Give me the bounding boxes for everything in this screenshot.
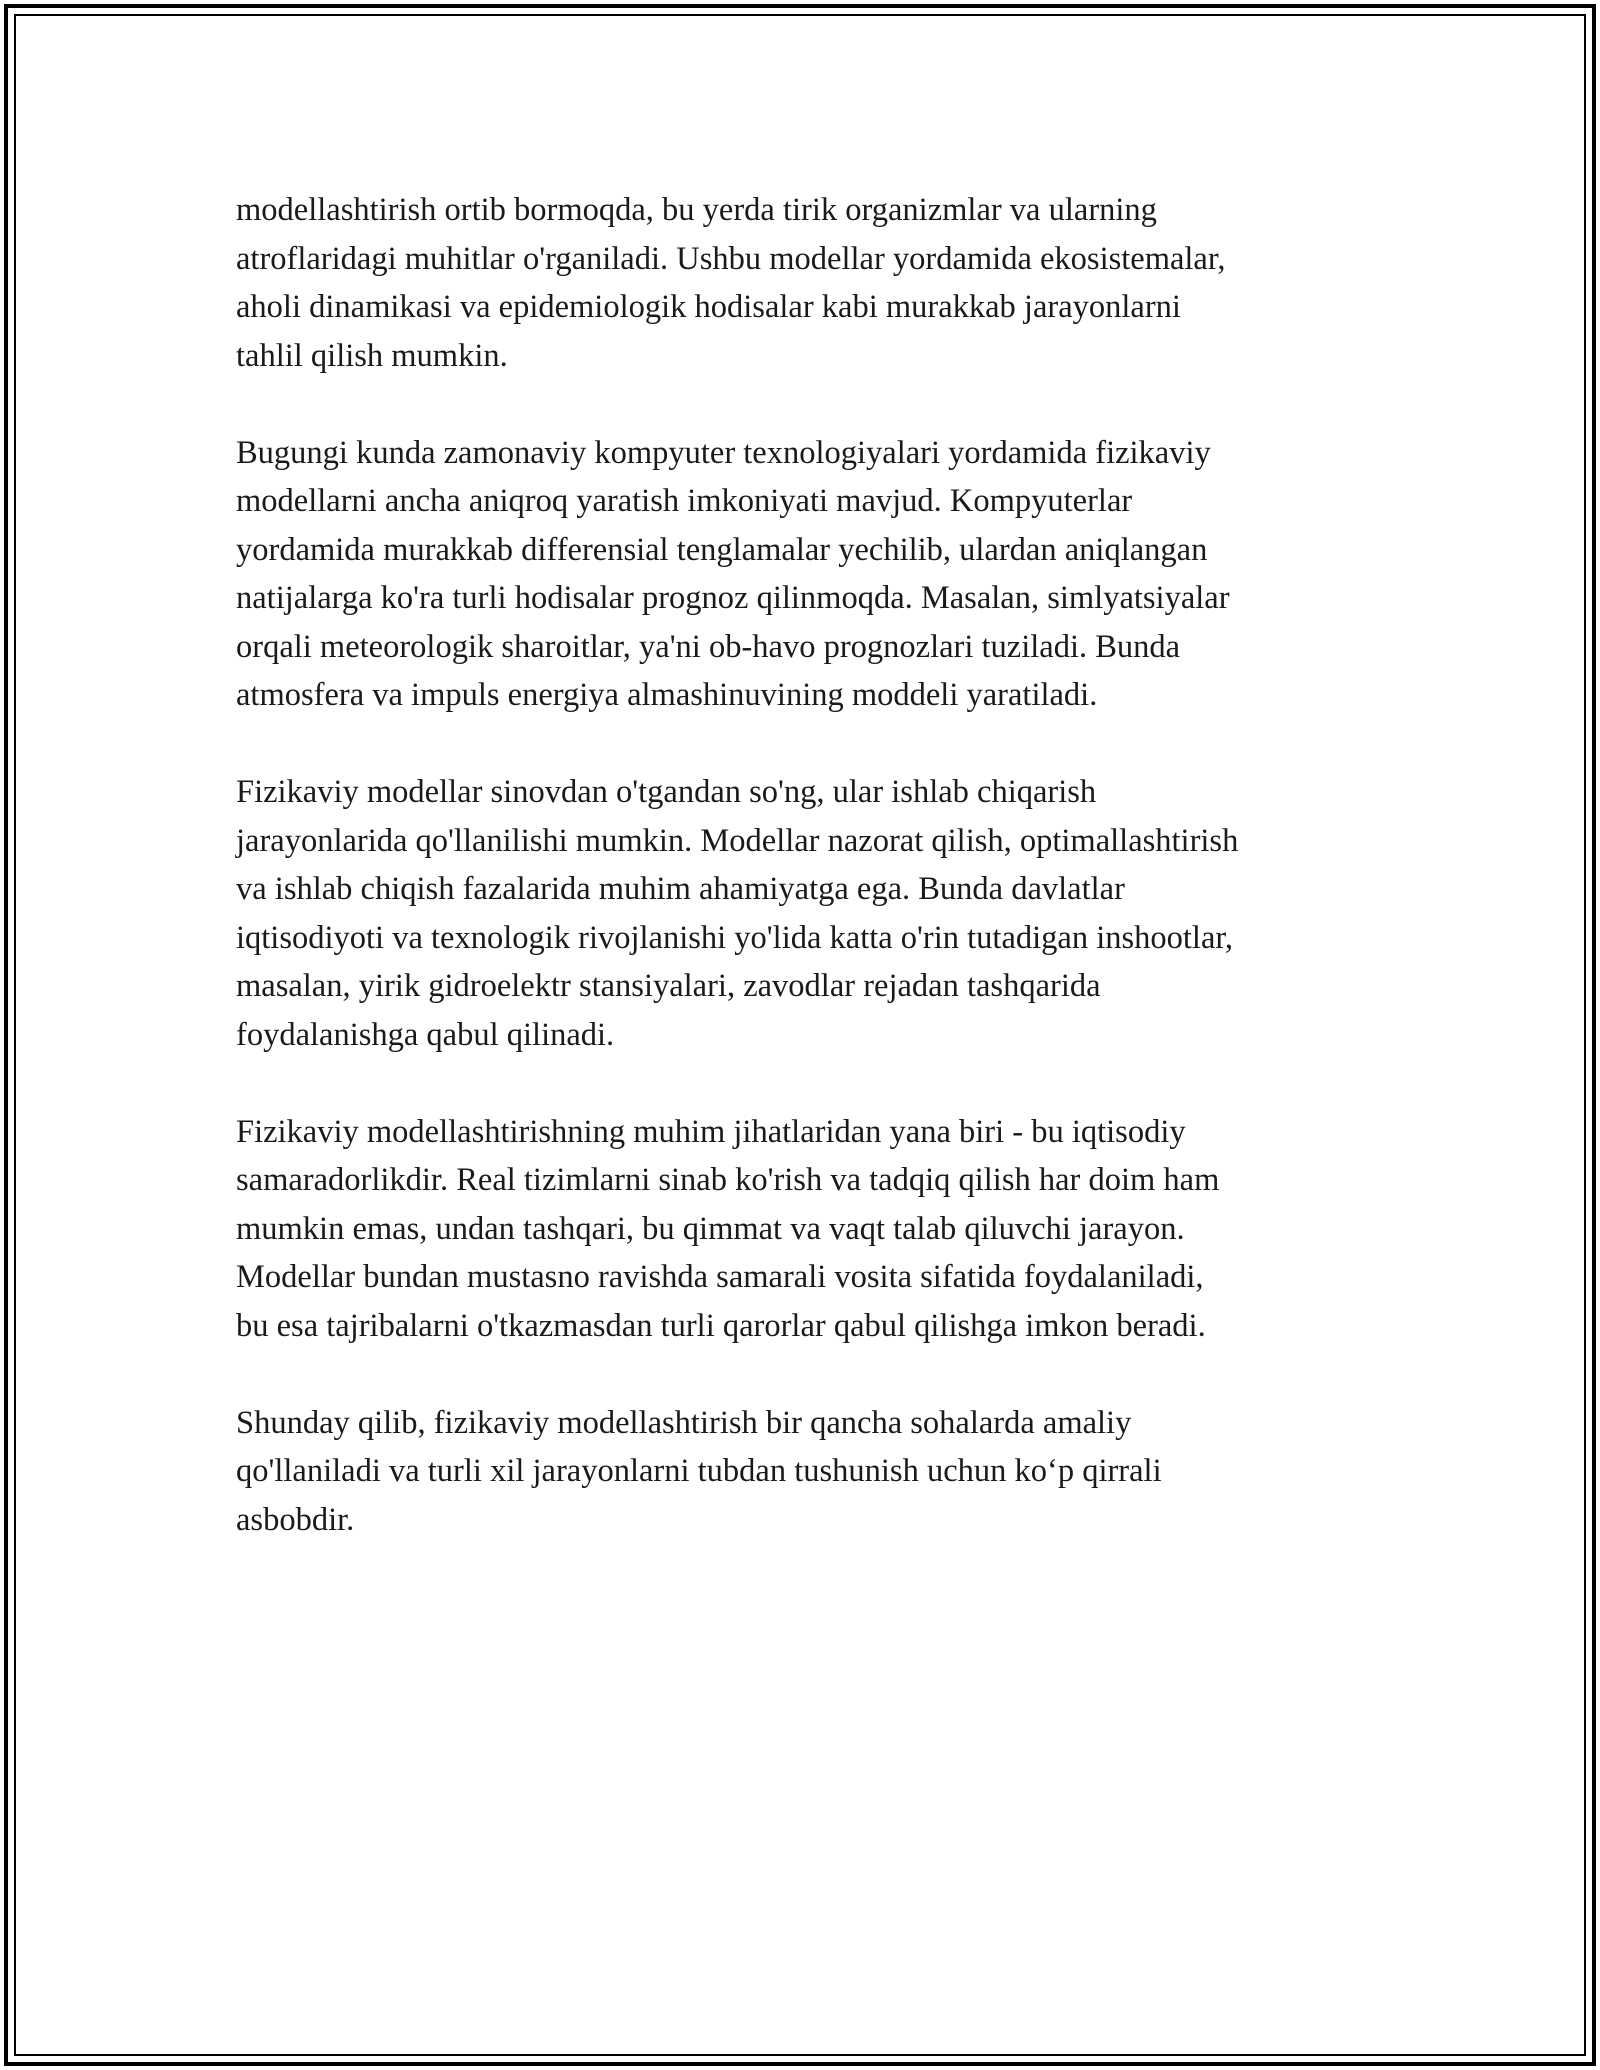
document-body (236, 186, 1376, 1593)
paragraph: modellashtirish ortib bormoqda, bu yerda tirik organizmlar va ularning atroflaridagi muhitlar o'rganiladi. Ushbu modellar yordamida ekosistemalar, aholi dinamikasi va epidemiologik hodisalar kabi murakkab jarayonlarni tahlil qilish mumkin. (236, 192, 1226, 374)
paragraph: Shunday qilib, fizikaviy modellashtirish bir qancha sohalarda amaliy qo'llaniladi va turli xil jarayonlarni tubdan tushunish uchun ko‘p qirrali asbobdir. (236, 1404, 1162, 1538)
paragraph: Fizikaviy modellashtirishning muhim jihatlaridan yana biri - bu iqtisodiy samaradorlikdir. Real tizimlarni sinab ko'rish va tadqiq qilish har doim ham mumkin emas, undan tashqari, bu qimmat va vaqt talab qiluvchi jarayon. Modellar bundan mustasno ravishda samarali vosita sifatida foydalaniladi, bu esa tajribalarni o'tkazmasdan turli qarorlar qabul qilishga imkon beradi. (236, 1113, 1220, 1344)
paragraph: Bugungi kunda zamonaviy kompyuter texnologiyalari yordamida fizikaviy modellarni ancha aniqroq yaratish imkoniyati mavjud. Kompyuterlar yordamida murakkab differensial tenglamalar yechilib, ulardan aniqlangan natijalarga ko'ra turli hodisalar prognoz qilinmoqda. Masalan, simlyatsiyalar orqali meteorologik sharoitlar, ya'ni ob-havo prognozlari tuziladi. Bunda atmosfera va impuls energiya almashinuvining moddeli yaratiladi. (236, 434, 1230, 713)
paragraph: Fizikaviy modellar sinovdan o'tgandan so'ng, ular ishlab chiqarish jarayonlarida qo'llanilishi mumkin. Modellar nazorat qilish, optimallashtirish va ishlab chiqish fazalarida muhim ahamiyatga ega. Bunda davlatlar iqtisodiyoti va texnologik rivojlanishi yo'lida katta o'rin tutadigan inshootlar, masalan, yirik gidroelektr stansiyalari, zavodlar rejadan tashqarida foydalanishga qabul qilinadi. (236, 774, 1239, 1053)
